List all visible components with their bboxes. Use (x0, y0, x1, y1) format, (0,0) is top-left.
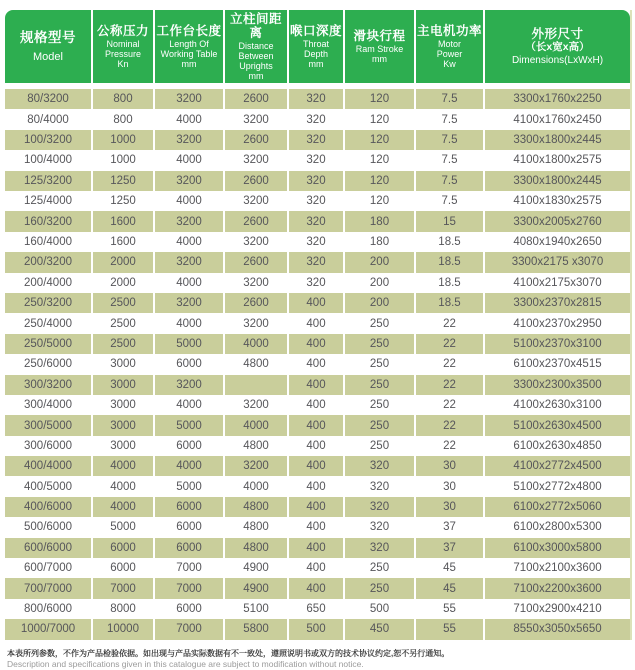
table-cell: 22 (416, 395, 485, 415)
table-row (5, 619, 630, 639)
table-cell: 400 (289, 293, 345, 313)
table-cell: 4900 (225, 578, 289, 598)
table-cell: 320 (289, 89, 345, 109)
table-cell: 250 (345, 578, 416, 598)
table-row (5, 476, 630, 496)
table-cell: 6000 (93, 558, 155, 578)
table-cell: 200 (345, 293, 416, 313)
table-cell: 3200 (225, 456, 289, 476)
table-cell: 22 (416, 334, 485, 354)
column-header-english-line: Power (436, 48, 463, 59)
table-cell: 3200 (155, 375, 225, 395)
table-cell: 300/5000 (5, 415, 93, 435)
table-cell: 4100x2370x2950 (513, 317, 602, 330)
column-header-english-line: Distance (238, 40, 274, 51)
table-cell: 6000 (155, 599, 225, 619)
table-cell: 2600 (225, 293, 289, 313)
table-cell: 5000 (155, 415, 225, 435)
table-cell: 3200 (225, 273, 289, 293)
table-cell: 400 (289, 476, 345, 496)
table-cell: 7000 (155, 558, 225, 578)
column-header-chinese: 规格型号 (20, 30, 76, 46)
table-cell: 6100x2772x5060 (513, 501, 602, 514)
table-cell: 200 (345, 252, 416, 272)
table-cell: 3200 (225, 150, 289, 170)
table-cell: 18.5 (416, 273, 485, 293)
table-cell: 700/7000 (5, 578, 93, 598)
table-cell: 500 (345, 599, 416, 619)
table-cell: 80/3200 (5, 89, 93, 109)
column-header-chinese: 工作台长度 (156, 24, 222, 39)
table-cell: 7.5 (416, 89, 485, 109)
spec-table-body (5, 89, 630, 640)
table-cell: 400 (289, 538, 345, 558)
table-row (5, 599, 630, 619)
table-cell: 3300x2175 x3070 (511, 256, 604, 269)
table-cell: 5000 (93, 517, 155, 537)
table-cell: 120 (345, 89, 416, 109)
table-cell: 4800 (225, 517, 289, 537)
table-cell: 5100x2370x3100 (513, 337, 602, 350)
table-cell: 18.5 (416, 232, 485, 252)
table-cell: 6000 (155, 538, 225, 558)
table-cell: 80/4000 (5, 109, 93, 129)
table-cell: 400 (289, 395, 345, 415)
table-cell: 1000 (93, 130, 155, 150)
table-cell: 7100x2100x3600 (513, 562, 602, 575)
table-cell: 7000 (155, 619, 225, 639)
table-cell: 45 (416, 578, 485, 598)
table-row (5, 354, 630, 374)
table-row (5, 130, 630, 150)
table-cell: 7.5 (416, 150, 485, 170)
column-header-chinese-sub: （长x宽x高） (525, 41, 590, 54)
column-header-chinese: 公称压力 (96, 24, 149, 39)
table-cell: 250/6000 (5, 354, 93, 374)
table-cell: 320 (289, 109, 345, 129)
table-cell: 4000 (155, 150, 225, 170)
table-cell: 6100x2370x4515 (513, 358, 602, 371)
table-cell: 320 (345, 456, 416, 476)
table-cell: 3200 (225, 191, 289, 211)
table-cell: 22 (416, 375, 485, 395)
table-cell: 7100x2200x3600 (513, 582, 602, 595)
table-cell: 3200 (155, 130, 225, 150)
table-row (5, 273, 630, 293)
table-cell: 250 (345, 436, 416, 456)
header-row (5, 10, 630, 89)
table-cell: 3300x1800x2445 (513, 174, 602, 187)
table-cell: 30 (416, 456, 485, 476)
table-row (5, 456, 630, 476)
table-cell: 2500 (93, 313, 155, 333)
table-cell (225, 375, 289, 395)
footnote (5, 648, 630, 670)
table-cell: 3200 (155, 293, 225, 313)
table-cell: 120 (345, 191, 416, 211)
table-cell: 400 (289, 578, 345, 598)
table-cell: 400 (289, 517, 345, 537)
column-header (93, 10, 155, 89)
table-cell: 3200 (225, 109, 289, 129)
table-cell: 180 (345, 232, 416, 252)
table-cell: 22 (416, 354, 485, 374)
table-cell: 6000 (93, 538, 155, 558)
table-cell: 4000 (225, 415, 289, 435)
table-row (5, 109, 630, 129)
table-cell: 7000 (93, 578, 155, 598)
table-cell: 2000 (93, 252, 155, 272)
table-cell: 7.5 (416, 171, 485, 191)
table-cell: 400 (289, 354, 345, 374)
table-cell: 100/3200 (5, 130, 93, 150)
table-cell: 250 (345, 395, 416, 415)
table-cell: 4800 (225, 354, 289, 374)
table-row (5, 538, 630, 558)
table-cell: 22 (416, 436, 485, 456)
table-cell: 4000 (155, 395, 225, 415)
footnote-english: Description and specifications given in this catalogue are subject to modification without notice. (7, 658, 364, 669)
column-header-chinese: 立柱间距离 (229, 12, 282, 41)
table-row (5, 313, 630, 333)
table-cell: 120 (345, 109, 416, 129)
table-cell: 7.5 (416, 191, 485, 211)
table-cell: 4900 (225, 558, 289, 578)
table-row (5, 191, 630, 211)
table-cell: 400 (289, 436, 345, 456)
table-cell: 1250 (93, 171, 155, 191)
table-cell: 400 (289, 558, 345, 578)
table-cell: 800 (93, 109, 155, 129)
table-row (5, 211, 630, 231)
table-cell: 125/3200 (5, 171, 93, 191)
table-cell: 5100x2772x4800 (513, 480, 602, 493)
table-row (5, 578, 630, 598)
column-header-chinese: 主电机功率 (417, 24, 483, 39)
table-row (5, 415, 630, 435)
table-cell: 3200 (225, 232, 289, 252)
table-cell: 120 (345, 150, 416, 170)
table-cell: 100/4000 (5, 150, 93, 170)
table-cell: 250 (345, 375, 416, 395)
table-cell: 2600 (225, 130, 289, 150)
table-cell: 3200 (155, 252, 225, 272)
table-row (5, 252, 630, 272)
table-cell: 400/4000 (5, 456, 93, 476)
table-cell: 125/4000 (5, 191, 93, 211)
table-cell: 320 (345, 538, 416, 558)
table-cell: 400 (289, 415, 345, 435)
table-cell: 160/4000 (5, 232, 93, 252)
table-cell: 200/4000 (5, 273, 93, 293)
table-row (5, 375, 630, 395)
table-cell: 250 (345, 415, 416, 435)
table-row (5, 436, 630, 456)
table-cell: 320 (289, 211, 345, 231)
table-cell: 3300x1800x2445 (513, 134, 602, 147)
table-cell: 4000 (155, 313, 225, 333)
table-cell: 200/3200 (5, 252, 93, 272)
table-cell: 6000 (155, 517, 225, 537)
column-header (345, 10, 416, 89)
table-cell: 6100x2630x4850 (513, 439, 602, 452)
table-cell: 300/6000 (5, 436, 93, 456)
column-header-english-line: Uprights (239, 60, 273, 71)
column-header-english-line: Length Of (169, 38, 209, 49)
table-row (5, 89, 630, 109)
table-cell: 4100x1760x2450 (513, 113, 602, 126)
table-cell: 5000 (155, 334, 225, 354)
table-row (5, 497, 630, 517)
table-cell: 4000 (93, 456, 155, 476)
table-cell: 1250 (93, 191, 155, 211)
table-cell: 800/6000 (5, 599, 93, 619)
table-cell: 600/7000 (5, 558, 93, 578)
table-cell: 250/4000 (5, 313, 93, 333)
table-cell: 120 (345, 130, 416, 150)
column-header-chinese: 外形尺寸 (531, 26, 584, 41)
table-cell: 3300x2370x2815 (513, 297, 602, 310)
table-cell: 250/3200 (5, 293, 93, 313)
table-row (5, 517, 630, 537)
table-cell: 3200 (155, 89, 225, 109)
table-cell: 4000 (225, 476, 289, 496)
table-cell: 120 (345, 171, 416, 191)
table-cell: 5000 (155, 476, 225, 496)
column-header-chinese: 喉口深度 (290, 24, 343, 39)
table-cell: 2600 (225, 171, 289, 191)
table-cell: 2500 (93, 293, 155, 313)
table-cell: 400/6000 (5, 497, 93, 517)
table-cell: 6000 (155, 354, 225, 374)
table-row (5, 395, 630, 415)
table-cell: 320 (345, 476, 416, 496)
table-cell: 3000 (93, 395, 155, 415)
table-row (5, 150, 630, 170)
column-header (289, 10, 345, 89)
table-cell: 400 (289, 456, 345, 476)
table-cell: 320 (289, 171, 345, 191)
column-header (155, 10, 225, 89)
column-header-english-line: Pressure (104, 48, 141, 59)
table-cell: 3200 (155, 171, 225, 191)
column-header-english-line: Kw (443, 58, 456, 69)
table-cell: 250 (345, 334, 416, 354)
table-cell: 300/3200 (5, 375, 93, 395)
table-cell: 2600 (225, 211, 289, 231)
table-cell: 450 (345, 619, 416, 639)
table-cell: 5800 (225, 619, 289, 639)
column-header-english-line: Depth (303, 48, 329, 59)
table-cell: 2600 (225, 89, 289, 109)
column-header-english-line: Throat (302, 38, 329, 49)
table-cell: 300/4000 (5, 395, 93, 415)
column-header-english-line: Between (238, 50, 274, 61)
table-cell: 15 (416, 211, 485, 231)
table-cell: 7100x2900x4210 (513, 603, 602, 616)
table-row (5, 232, 630, 252)
table-cell: 500/6000 (5, 517, 93, 537)
table-cell: 22 (416, 313, 485, 333)
table-cell: 4800 (225, 497, 289, 517)
table-cell: 320 (289, 252, 345, 272)
table-cell: 3000 (93, 415, 155, 435)
table-cell: 45 (416, 558, 485, 578)
column-header-chinese: 滑块行程 (353, 29, 406, 44)
table-row (5, 334, 630, 354)
table-cell: 18.5 (416, 293, 485, 313)
table-cell: 3300x1760x2250 (513, 93, 602, 106)
column-header-english-line: Ram Stroke (355, 43, 404, 54)
table-cell: 400 (289, 497, 345, 517)
column-header (416, 10, 485, 89)
table-cell: 4000 (155, 191, 225, 211)
table-cell: 1600 (93, 211, 155, 231)
table-cell: 800 (93, 89, 155, 109)
table-cell: 8000 (93, 599, 155, 619)
table-cell: 4000 (155, 232, 225, 252)
table-row (5, 293, 630, 313)
table-cell: 4100x2772x4500 (513, 460, 602, 473)
table-cell: 22 (416, 415, 485, 435)
table-cell: 600/6000 (5, 538, 93, 558)
table-cell: 30 (416, 476, 485, 496)
table-cell: 1600 (93, 232, 155, 252)
table-cell: 6000 (155, 436, 225, 456)
table-cell: 4000 (155, 109, 225, 129)
footnote-chinese: 本表所列参数，不作为产品检验依据。如出现与产品实际数据有不一致处，遵照说明书或双方的技术协议约定,恕不另行通知。 (7, 648, 450, 658)
table-cell: 250/5000 (5, 334, 93, 354)
table-cell: 500 (289, 619, 345, 639)
table-cell: 4000 (93, 497, 155, 517)
table-cell: 10000 (93, 619, 155, 639)
table-cell: 18.5 (416, 252, 485, 272)
table-cell: 4100x1830x2575 (513, 195, 602, 208)
table-cell: 4100x2175x3070 (513, 276, 602, 289)
table-cell: 2500 (93, 334, 155, 354)
table-cell: 250 (345, 313, 416, 333)
table-cell: 400 (289, 334, 345, 354)
table-cell: 4100x1800x2575 (513, 154, 602, 167)
table-row (5, 558, 630, 578)
table-cell: 3000 (93, 436, 155, 456)
table-cell: 5100 (225, 599, 289, 619)
table-cell: 320 (289, 273, 345, 293)
table-cell: 4000 (93, 476, 155, 496)
column-header (485, 10, 630, 89)
spec-table-header (5, 10, 630, 89)
table-cell: 4800 (225, 436, 289, 456)
table-cell: 6100x2800x5300 (513, 521, 602, 534)
column-header (225, 10, 289, 89)
table-cell: 4000 (155, 273, 225, 293)
table-cell: 3200 (225, 395, 289, 415)
column-header-english-line: Nominal (106, 38, 140, 49)
table-cell: 7000 (155, 578, 225, 598)
column-header-english-line: Working Table (160, 48, 218, 59)
table-cell: 250 (345, 354, 416, 374)
table-cell: 2000 (93, 273, 155, 293)
table-cell: 320 (289, 150, 345, 170)
column-header-english-line: mm (372, 53, 387, 64)
column-header-english-line: mm (181, 58, 197, 69)
column-header-english-line: Kn (117, 58, 129, 69)
table-cell: 55 (416, 599, 485, 619)
table-cell: 4000 (155, 456, 225, 476)
column-header-english-line: mm (248, 70, 264, 81)
table-cell: 3000 (93, 354, 155, 374)
table-cell: 3300x2300x3500 (513, 378, 602, 391)
table-cell: 1000 (93, 150, 155, 170)
table-cell: 400 (289, 313, 345, 333)
table-cell: 180 (345, 211, 416, 231)
table-cell: 3200 (155, 211, 225, 231)
table-cell: 400/5000 (5, 476, 93, 496)
table-cell: 320 (289, 232, 345, 252)
table-cell: 200 (345, 273, 416, 293)
table-cell: 320 (289, 191, 345, 211)
table-row (5, 171, 630, 191)
table-cell: 6000 (155, 497, 225, 517)
table-cell: 1000/7000 (5, 619, 93, 639)
table-cell: 250 (345, 558, 416, 578)
table-cell: 5100x2630x4500 (513, 419, 602, 432)
table-cell: 4000 (225, 334, 289, 354)
column-header-english-line: Dimensions(LxWxH) (511, 55, 604, 67)
table-cell: 3200 (225, 313, 289, 333)
table-cell: 160/3200 (5, 211, 93, 231)
table-cell: 7.5 (416, 109, 485, 129)
column-header-english-line: Model (33, 50, 63, 63)
table-cell: 320 (345, 517, 416, 537)
table-cell: 4080x1940x2650 (513, 235, 602, 248)
table-cell: 55 (416, 619, 485, 639)
table-cell: 3300x2005x2760 (513, 215, 602, 228)
table-cell: 6100x3000x5800 (513, 541, 602, 554)
table-cell: 2600 (225, 252, 289, 272)
table-cell: 650 (289, 599, 345, 619)
table-cell: 320 (345, 497, 416, 517)
table-cell: 37 (416, 538, 485, 558)
table-cell: 4800 (225, 538, 289, 558)
column-header-english-line: Motor (437, 38, 461, 49)
table-cell: 400 (289, 375, 345, 395)
column-header (5, 10, 93, 89)
table-cell: 8550x3050x5650 (513, 623, 602, 636)
table-cell: 3000 (93, 375, 155, 395)
spec-table (5, 10, 630, 640)
table-cell: 7.5 (416, 130, 485, 150)
column-header-english-line: mm (308, 58, 324, 69)
table-cell: 4100x2630x3100 (513, 399, 602, 412)
table-cell: 320 (289, 130, 345, 150)
table-cell: 37 (416, 517, 485, 537)
table-cell: 30 (416, 497, 485, 517)
